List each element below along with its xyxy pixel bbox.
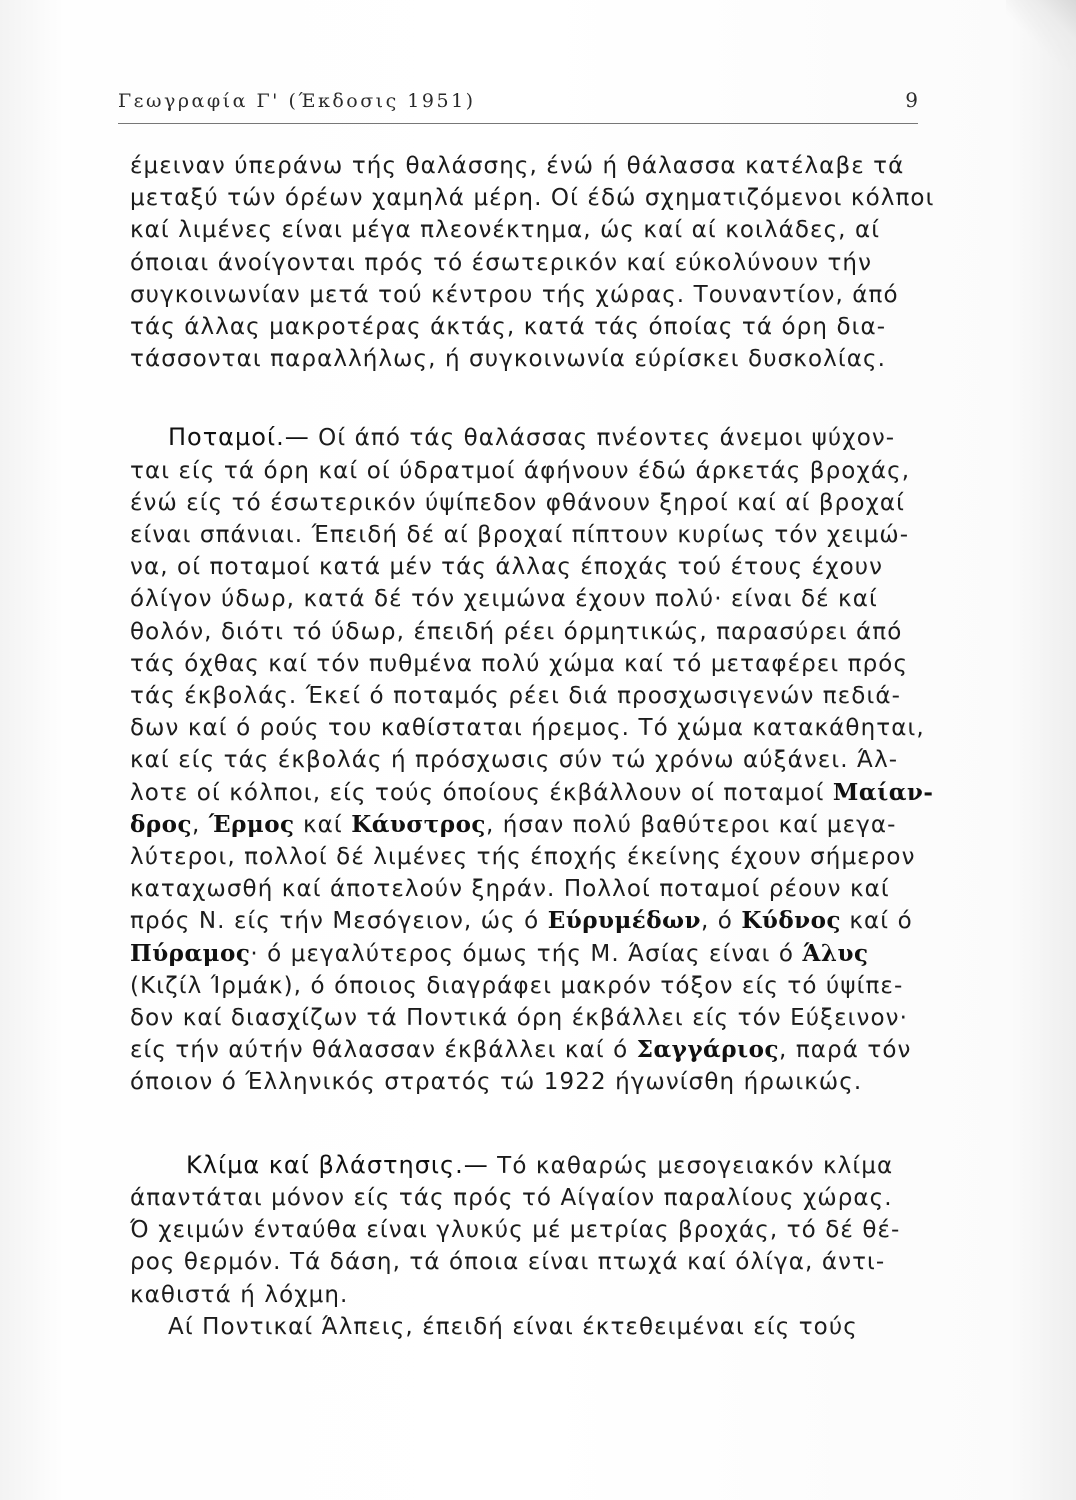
text-fragment: Τό καθαρώς μεσογειακόν κλίμα (488, 1152, 894, 1179)
text-fragment: λοτε οί κόλποι, είς τούς όποίους έκβάλλουν οί ποταμοί (130, 779, 833, 806)
text-line: Αί Ποντικαί Άλπεις, έπειδή είναι έκτεθειμέναι είς τούς (168, 1313, 858, 1340)
text-line: άπαντάται μόνον είς τάς πρός τό Αίγαίον παραλίους χώρας. (130, 1184, 893, 1211)
text-line (130, 777, 942, 809)
text-line: να, οί ποταμοί κατά μέν τάς άλλας έποχάς τού έτους έχουν (130, 554, 884, 581)
header-rule (118, 123, 918, 124)
text-fragment: · ό μεγαλύτερος όμως τής Μ. Άσίας είναι ό (250, 940, 803, 967)
river-name-alys: Άλυς (802, 939, 869, 967)
river-name-ermos: Έρμος (208, 810, 295, 838)
text-line: συγκοινωνίαν μετά τού κέντρου τής χώρας. Τουναντίον, άπό (130, 281, 899, 308)
text-line: τάς έκβολάς. Έκεί ό ποταμός ρέει διά προσχωσιγενών πεδιά- (130, 683, 902, 710)
text-line: όποιαι άνοίγονται πρός τό έσωτερικόν καί εύκολύνουν τήν (130, 249, 873, 276)
page-number: 9 (905, 88, 918, 112)
section-heading-climate: Κλίμα καί βλάστησις.— (186, 1150, 489, 1179)
text-line: όποιον ό Έλληνικός στρατός τώ 1922 ήγωνίσθη ήρωικώς. (130, 1069, 863, 1096)
text-line: καθιστά ή λόχμη. (130, 1281, 349, 1308)
text-fragment: καί ό (840, 908, 913, 935)
text-fragment: καί (294, 811, 352, 838)
running-head: Γεωγραφία Γ' (Έκδοσις 1951) (118, 90, 476, 112)
text-line: θολόν, διότι τό ύδωρ, έπειδή ρέει όρμητικώς, παρασύρει άπό (130, 618, 903, 645)
text-line: τάσσονται παραλλήλως, ή συγκοινωνία εύρίσκει δυσκολίας. (130, 346, 886, 373)
river-name-maiandros: Μαίαν- (832, 778, 934, 806)
text-line: Ό χειμών ένταύθα είναι γλυκύς μέ μετρίας βροχάς, τό δέ θέ- (130, 1217, 901, 1244)
text-line: ται είς τά όρη καί οί ύδρατμοί άφήνουν έδώ άρκετάς βροχάς, (130, 457, 911, 484)
climate-paragraph-start (130, 1149, 942, 1182)
text-line: είναι σπάνιαι. Έπειδή δέ αί βροχαί πίπτουν κυρίως τόν χειμώ- (130, 522, 910, 549)
text-line: καταχωσθή καί άποτελούν ξηράν. Πολλοί ποταμοί ρέουν καί (130, 876, 890, 903)
text-line: τάς όχθας καί τόν πυθμένα πολύ χώμα καί τό μεταφέρει πρός (130, 650, 909, 677)
river-name-kaystros: Κάυστρος (351, 810, 486, 838)
section-heading-rivers: Ποταμοί.— (168, 423, 310, 452)
text-line: (Κιζίλ Ίρμάκ), ό όποιος διαγράφει μακρόν τόξον είς τό ύψίπε- (130, 972, 904, 999)
river-name-pyramos: Πύραμος (130, 939, 251, 967)
text-line: τάς άλλας μακροτέρας άκτάς, κατά τάς όποίας τά όρη δια- (130, 314, 887, 341)
text-line: καί λιμένες είναι μέγα πλεονέκτημα, ώς καί αί κοιλάδες, αί (130, 217, 881, 244)
river-name-sangarios: Σαγγάριος (636, 1036, 780, 1064)
text-line: ρος θερμόν. Τά δάση, τά όποια είναι πτωχά καί όλίγα, άντι- (130, 1249, 886, 1276)
text-fragment: , ό (700, 908, 742, 935)
rivers-paragraph-start (130, 421, 942, 454)
river-name-eurymedon: Εύρυμέδων (547, 907, 701, 935)
text-fragment: , (191, 811, 209, 838)
river-name-maiandros-end: δρος (130, 810, 192, 838)
text-fragment: πρός Ν. είς τήν Μεσόγειον, ώς ό (130, 908, 548, 935)
text-line: μεταξύ τών όρέων χαμηλά μέρη. Οί έδώ σχηματιζόμενοι κόλποι (130, 185, 935, 212)
text-line: λύτεροι, πολλοί δέ λιμένες τής έποχής έκείνης έχουν σήμερον (130, 844, 916, 871)
body-text (130, 150, 942, 1343)
text-line: δων καί ό ρούς του καθίσταται ήρεμος. Τό χώμα κατακάθηται, (130, 715, 925, 742)
page-corner-shadow (1006, 0, 1076, 70)
text-line: όλίγον ύδωρ, κατά δέ τόν χειμώνα έχουν πολύ· είναι δέ καί (130, 586, 878, 613)
text-fragment: , ήσαν πολύ βαθύτεροι καί μεγα- (485, 811, 897, 838)
river-name-kydnos: Κύδνος (741, 907, 841, 935)
text-line (130, 809, 942, 841)
text-line: ένώ είς τό έσωτερικόν ύψίπεδον φθάνουν ξηροί καί αί βροχαί (130, 489, 906, 516)
text-fragment: Οί άπό τάς θαλάσσας πνέοντες άνεμοι ψύχον- (309, 425, 896, 452)
text-line: δον καί διασχίζων τά Ποντικά όρη έκβάλλει είς τόν Εύξεινον· (130, 1005, 908, 1032)
text-line (130, 938, 942, 970)
text-line: καί είς τάς έκβολάς ή πρόσχωσις σύν τώ χρόνω αύξάνει. Άλ- (130, 747, 899, 774)
text-line: έμειναν ύπεράνω τής θαλάσσης, ένώ ή θάλασσα κατέλαβε τά (130, 153, 905, 179)
page-header (118, 88, 938, 122)
text-fragment: είς τήν αύτήν θάλασσαν έκβάλλει καί ό (130, 1037, 637, 1064)
text-line (130, 1034, 942, 1066)
text-line (130, 905, 942, 937)
text-fragment: , παρά τόν (779, 1037, 912, 1064)
